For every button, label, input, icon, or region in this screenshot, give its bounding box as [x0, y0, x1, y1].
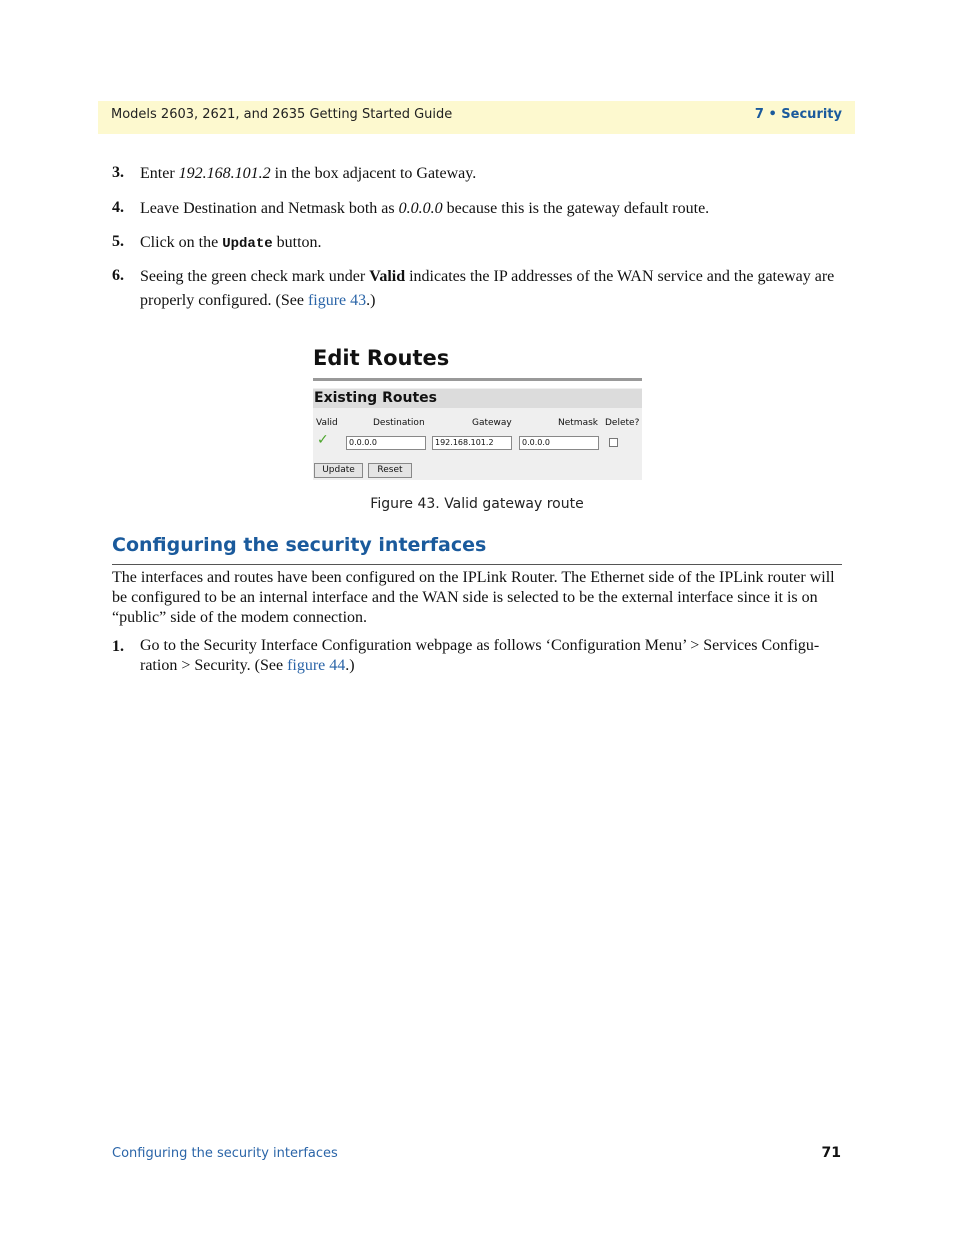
step-5-text: Click on the Update button. [140, 234, 322, 252]
figure-43-link[interactable]: figure 43 [307, 292, 367, 309]
page-number: 71 [821, 1145, 841, 1161]
footer-section-title: Configuring the security interfaces [112, 1146, 338, 1161]
header-chapter: 7 • Security [754, 107, 842, 122]
existing-routes-bar [313, 389, 642, 408]
section-rule [112, 564, 842, 565]
edit-routes-figure [313, 340, 642, 480]
netmask-field[interactable]: 0.0.0.0 [519, 436, 599, 450]
update-button[interactable]: Update [314, 463, 363, 478]
update-code: Update [222, 236, 273, 252]
figure-44-link[interactable]: figure 44 [287, 657, 346, 674]
step-number: 6. [112, 267, 124, 284]
figure-title: Edit Routes [313, 346, 450, 370]
step-number: 4. [112, 199, 124, 216]
step-3-text: Enter 192.168.101.2 in the box adjacent to Gateway. [140, 165, 477, 182]
step-number: 3. [112, 164, 124, 181]
step-number: 5. [112, 233, 124, 250]
header-guide-title: Models 2603, 2621, and 2635 Getting Started Guide [111, 107, 453, 122]
column-delete: Delete? [605, 418, 640, 428]
running-header [98, 101, 855, 134]
existing-routes-heading: Existing Routes [314, 390, 437, 406]
gateway-field[interactable]: 192.168.101.2 [432, 436, 512, 450]
section-step-1-text: Go to the Security Interface Configuration webpage as follows ‘Configuration Menu’ > Services Configu-ration > Security. (See figure 44.) [140, 637, 820, 674]
section-paragraph: The interfaces and routes have been configured on the IPLink Router. The Ethernet side of the IPLink router will be configured to be an internal interface and the WAN side is selected to be the external interface since it is on “public” side of the modem connection. [112, 569, 835, 626]
delete-checkbox[interactable] [609, 438, 618, 447]
column-gateway: Gateway [472, 418, 512, 428]
column-destination: Destination [373, 418, 425, 428]
reset-button[interactable]: Reset [368, 463, 412, 478]
figure-divider [313, 378, 642, 381]
step-number: 1. [112, 638, 124, 655]
figure-caption: Figure 43. Valid gateway route [370, 496, 584, 512]
valid-check-icon: ✓ [317, 432, 329, 448]
step-6-text: Seeing the green check mark under Valid indicates the IP addresses of the WAN service and the gateway are properly configured. (See figure 43.) [140, 268, 835, 309]
destination-field[interactable]: 0.0.0.0 [346, 436, 426, 450]
step-4-text: Leave Destination and Netmask both as 0.0.0.0 because this is the gateway default route. [140, 200, 710, 217]
column-valid: Valid [316, 418, 338, 428]
existing-routes-panel [313, 388, 642, 480]
section-heading: Configuring the security interfaces [112, 534, 487, 556]
column-netmask: Netmask [558, 418, 598, 428]
